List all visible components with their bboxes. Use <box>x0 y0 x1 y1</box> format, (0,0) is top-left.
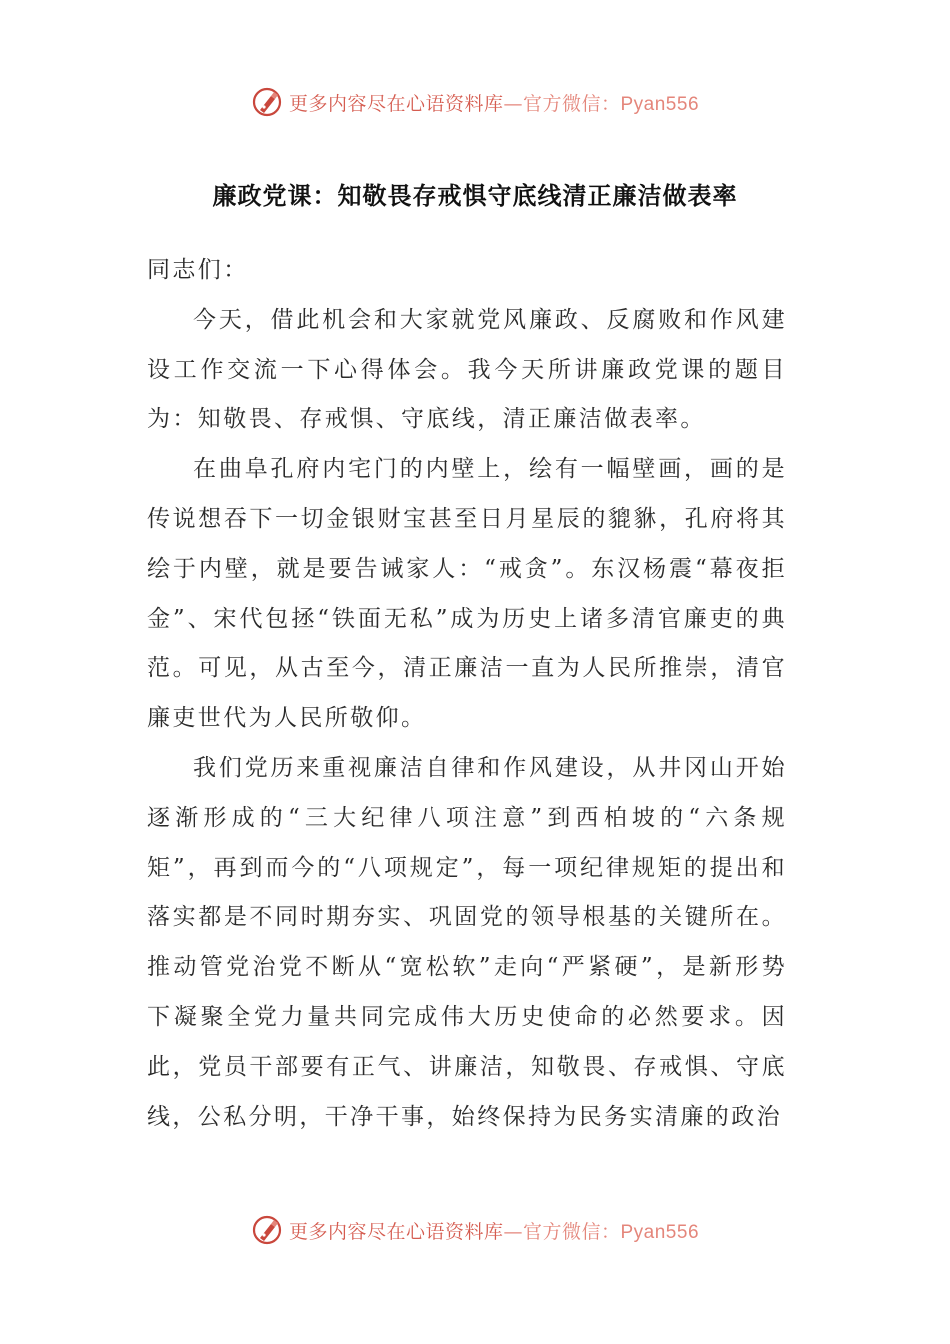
document-title: 廉政党课：知敬畏存戒惧守底线清正廉洁做表率 <box>212 181 738 210</box>
watermark-text <box>289 89 699 116</box>
watermark-wechat-label: 官方微信： <box>522 92 621 115</box>
footer-watermark-banner <box>0 1210 950 1250</box>
watermark-brand-text: 更多内容尽在心语资料库 <box>288 92 504 115</box>
watermark-brand-text: 更多内容尽在心语资料库 <box>288 1220 504 1243</box>
watermark-text <box>289 1217 699 1244</box>
header-watermark-banner <box>0 82 950 122</box>
watermark-wechat-label: 官方微信： <box>522 1220 621 1243</box>
watermark-dash: — <box>503 92 523 115</box>
body-paragraph: 在曲阜孔府内宅门的内壁上，绘有一幅壁画，画的是传说想吞下一切金银财宝甚至日月星辰的貔貅，孔府将其绘于内壁，就是要告诫家人：“戒贪”。东汉杨震“幕夜拒金”、宋代包拯“铁面无私”成为历史上诸多清官廉吏的典范。可见，从古至今，清正廉洁一直为人民所推崇，清官廉吏世代为人民所敬仰。 <box>147 456 787 732</box>
watermark-dash: — <box>503 1220 523 1243</box>
watermark-wechat-id: Pyan556 <box>620 93 700 115</box>
body-paragraph: 今天，借此机会和大家就党风廉政、反腐败和作风建设工作交流一下心得体会。我今天所讲廉政党课的题目为：知敬畏、存戒惧、守底线，清正廉洁做表率。 <box>147 306 787 433</box>
pen-nib-logo-icon <box>251 86 283 118</box>
document-body <box>147 246 787 1142</box>
watermark-wechat-id: Pyan556 <box>620 1221 700 1243</box>
pen-nib-logo-icon <box>251 1214 283 1246</box>
salutation: 同志们： <box>147 257 249 283</box>
body-paragraph: 我们党历来重视廉洁自律和作风建设，从井冈山开始逐渐形成的“三大纪律八项注意”到西柏坡的“六条规矩”，再到而今的“八项规定”，每一项纪律规矩的提出和落实都是不同时期夯实、巩固党的领导根基的关键所在。推动管党治党不断从“宽松软”走向“严紧硬”，是新形势下凝聚全党力量共同完成伟大历史使命的必然要求。因此，党员干部要有正气、讲廉洁，知敬畏、存戒惧、守底线，公私分明，干净干事，始终保持为民务实清廉的政治 <box>147 754 787 1130</box>
